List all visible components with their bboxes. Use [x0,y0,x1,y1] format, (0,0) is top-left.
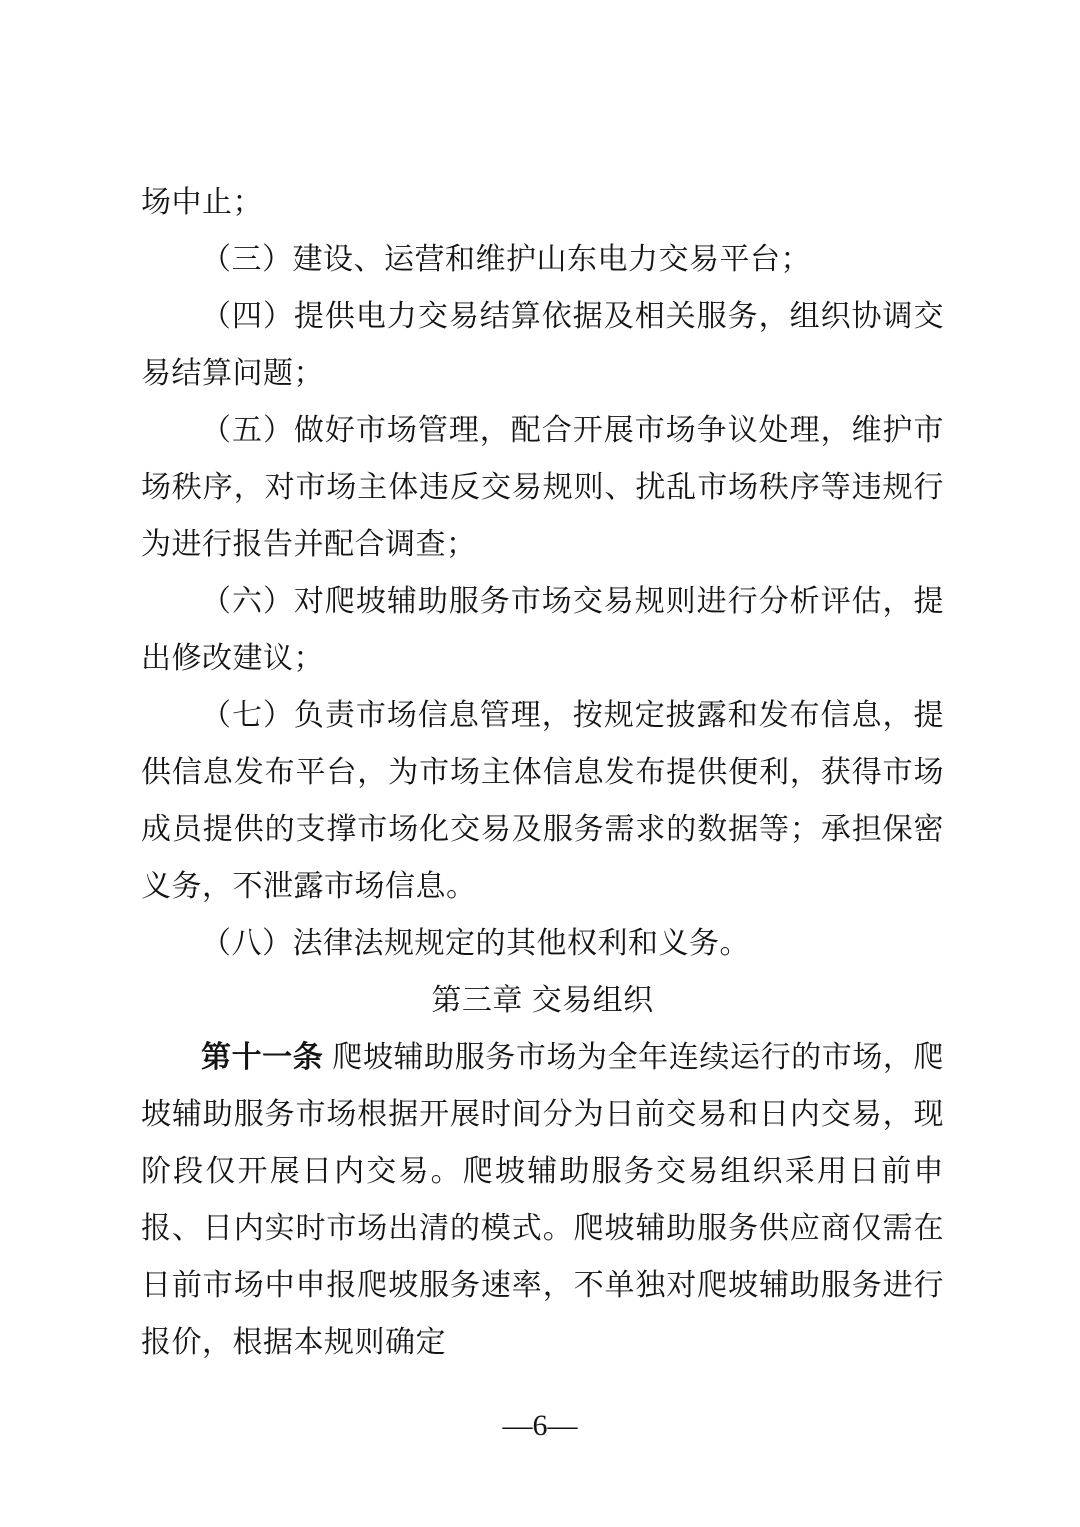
list-item-6: （六）对爬坡辅助服务市场交易规则进行分析评估，提出修改建议； [141,585,944,675]
page-footer [0,1408,1080,1444]
list-item-5: （五）做好市场管理，配合开展市场争议处理，维护市场秩序，对市场主体违反交易规则、扰乱市场秩序等违规行为进行报告并配合调查； [141,414,944,561]
paragraph-continued: 场中止； [141,186,263,219]
list-item-8: （八）法律法规规定的其他权利和义务。 [201,927,750,960]
list-item-7: （七）负责市场信息管理，按规定披露和发布信息，提供信息发布平台，为市场主体信息发布提供便利，获得市场成员提供的支撑市场化交易及服务需求的数据等；承担保密义务，不泄露市场信息。 [141,699,944,903]
list-item-3: （三）建设、运营和维护山东电力交易平台； [201,243,811,276]
article-11-number: 第十一条 [201,1041,324,1074]
document-body [141,174,944,1371]
page-number: —6— [502,1409,578,1442]
list-item-4: （四）提供电力交易结算依据及相关服务，组织协调交易结算问题； [141,300,944,390]
article-11-text: 爬坡辅助服务市场为全年连续运行的市场，爬坡辅助服务市场根据开展时间分为日前交易和日内交易，现阶段仅开展日内交易。爬坡辅助服务交易组织采用日前申报、日内实时市场出清的模式。爬坡辅助服务供应商仅需在日前市场中申报爬坡服务速率，不单独对爬坡辅助服务进行报价，根据本规则确定 [141,1041,945,1359]
article-11-paragraph [141,1029,944,1371]
chapter-heading: 第三章 交易组织 [431,984,654,1017]
